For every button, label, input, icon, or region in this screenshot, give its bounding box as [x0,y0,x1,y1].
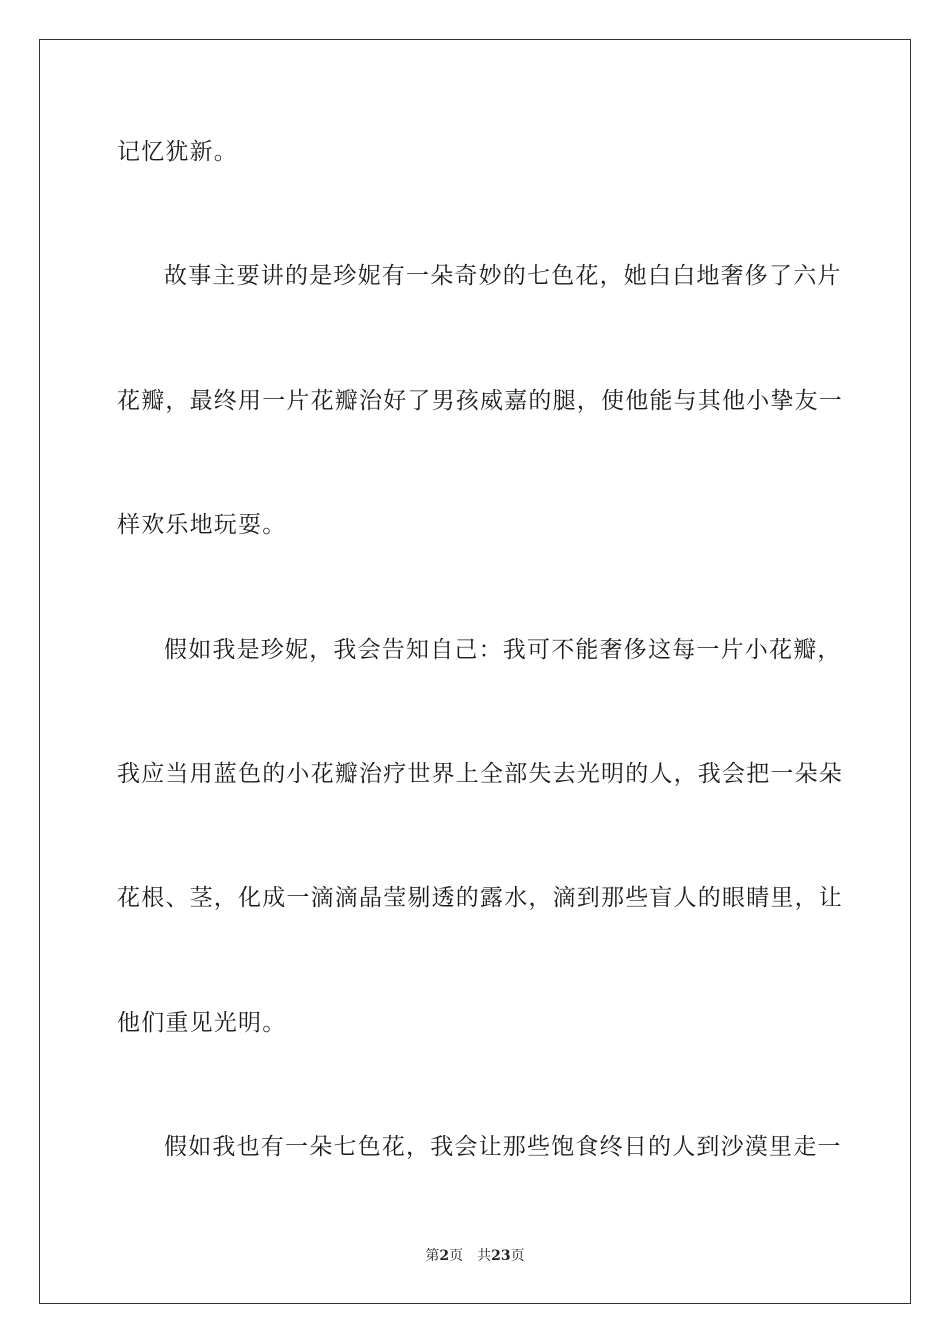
paragraph-line-1: 故事主要讲的是珍妮有一朵奇妙的七色花，她白白地奢侈了六片 [164,263,842,289]
text-line-6: 他们重见光明。 [117,1010,287,1036]
text-line-1: 记忆犹新。 [117,139,238,165]
text-line-5: 花根、茎，化成一滴滴晶莹剔透的露水，滴到那些盲人的眼睛里，让 [117,885,843,911]
page-border [39,39,911,1304]
text-line-4: 我应当用蓝色的小花瓣治疗世界上全部失去光明的人，我会把一朵朵 [117,761,843,787]
page-suffix: 页 [449,1248,464,1264]
total-pages: 23 [491,1248,511,1264]
text-line-3: 样欢乐地玩耍。 [117,512,287,538]
paragraph-line-2: 假如我是珍妮，我会告知自己：我可不能奢侈这每一片小花瓣， [164,637,842,663]
total-prefix: 共 [477,1248,492,1264]
page-number: 2 [439,1248,450,1264]
page-prefix: 第 [425,1248,440,1264]
page-footer [0,1247,950,1265]
text-line-2: 花瓣，最终用一片花瓣治好了男孩威嘉的腿，使他能与其他小挚友一 [117,388,843,414]
total-suffix: 页 [510,1248,525,1264]
paragraph-line-3: 假如我也有一朵七色花，我会让那些饱食终日的人到沙漠里走一 [164,1134,842,1160]
